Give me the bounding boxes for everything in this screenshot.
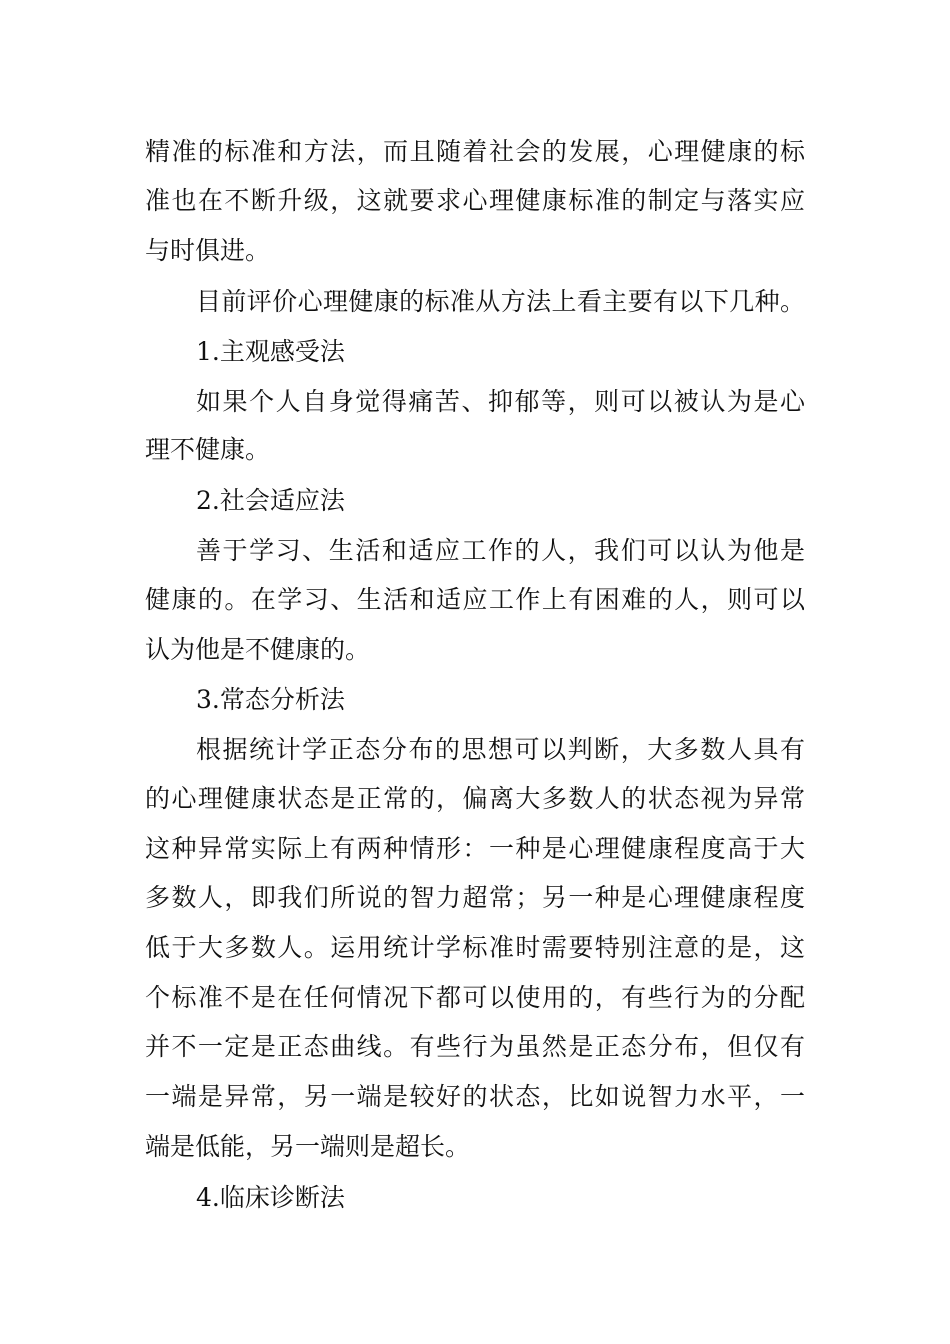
paragraph-line: 理不健康。 — [145, 435, 271, 464]
paragraph-line: 准也在不断升级，这就要求心理健康标准的制定与落实应 — [145, 186, 805, 215]
paragraph-line: 根据统计学正态分布的思想可以判断，大多数人具有 — [196, 735, 805, 764]
paragraph-line: 目前评价心理健康的标准从方法上看主要有以下几种。 — [196, 287, 805, 316]
paragraph-line: 精准的标准和方法，而且随着社会的发展，心理健康的标 — [145, 137, 805, 166]
section-heading: 1.主观感受法 — [196, 337, 345, 366]
paragraph-line: 这种异常实际上有两种情形：一种是心理健康程度高于大 — [145, 834, 805, 863]
section-heading: 2.社会适应法 — [196, 486, 345, 515]
paragraph-line: 低于大多数人。运用统计学标准时需要特别注意的是，这 — [145, 933, 805, 962]
paragraph-line: 健康的。在学习、生活和适应工作上有困难的人，则可以 — [145, 585, 805, 614]
paragraph-line: 的心理健康状态是正常的，偏离大多数人的状态视为异常 — [145, 784, 805, 813]
paragraph-line: 多数人，即我们所说的智力超常；另一种是心理健康程度 — [145, 883, 805, 912]
paragraph-line: 认为他是不健康的。 — [145, 635, 371, 664]
paragraph-line: 个标准不是在任何情况下都可以使用的，有些行为的分配 — [145, 983, 805, 1012]
paragraph-line: 端是低能，另一端则是超长。 — [145, 1132, 471, 1161]
section-heading: 4.临床诊断法 — [196, 1183, 345, 1212]
paragraph-line: 并不一定是正态曲线。有些行为虽然是正态分布，但仅有 — [145, 1032, 805, 1061]
paragraph-line: 善于学习、生活和适应工作的人，我们可以认为他是 — [196, 536, 805, 565]
paragraph-line: 一端是异常，另一端是较好的状态，比如说智力水平，一 — [145, 1082, 805, 1111]
paragraph-line: 与时俱进。 — [145, 236, 271, 265]
paragraph-line: 如果个人自身觉得痛苦、抑郁等，则可以被认为是心 — [196, 387, 805, 416]
section-heading: 3.常态分析法 — [196, 685, 345, 714]
